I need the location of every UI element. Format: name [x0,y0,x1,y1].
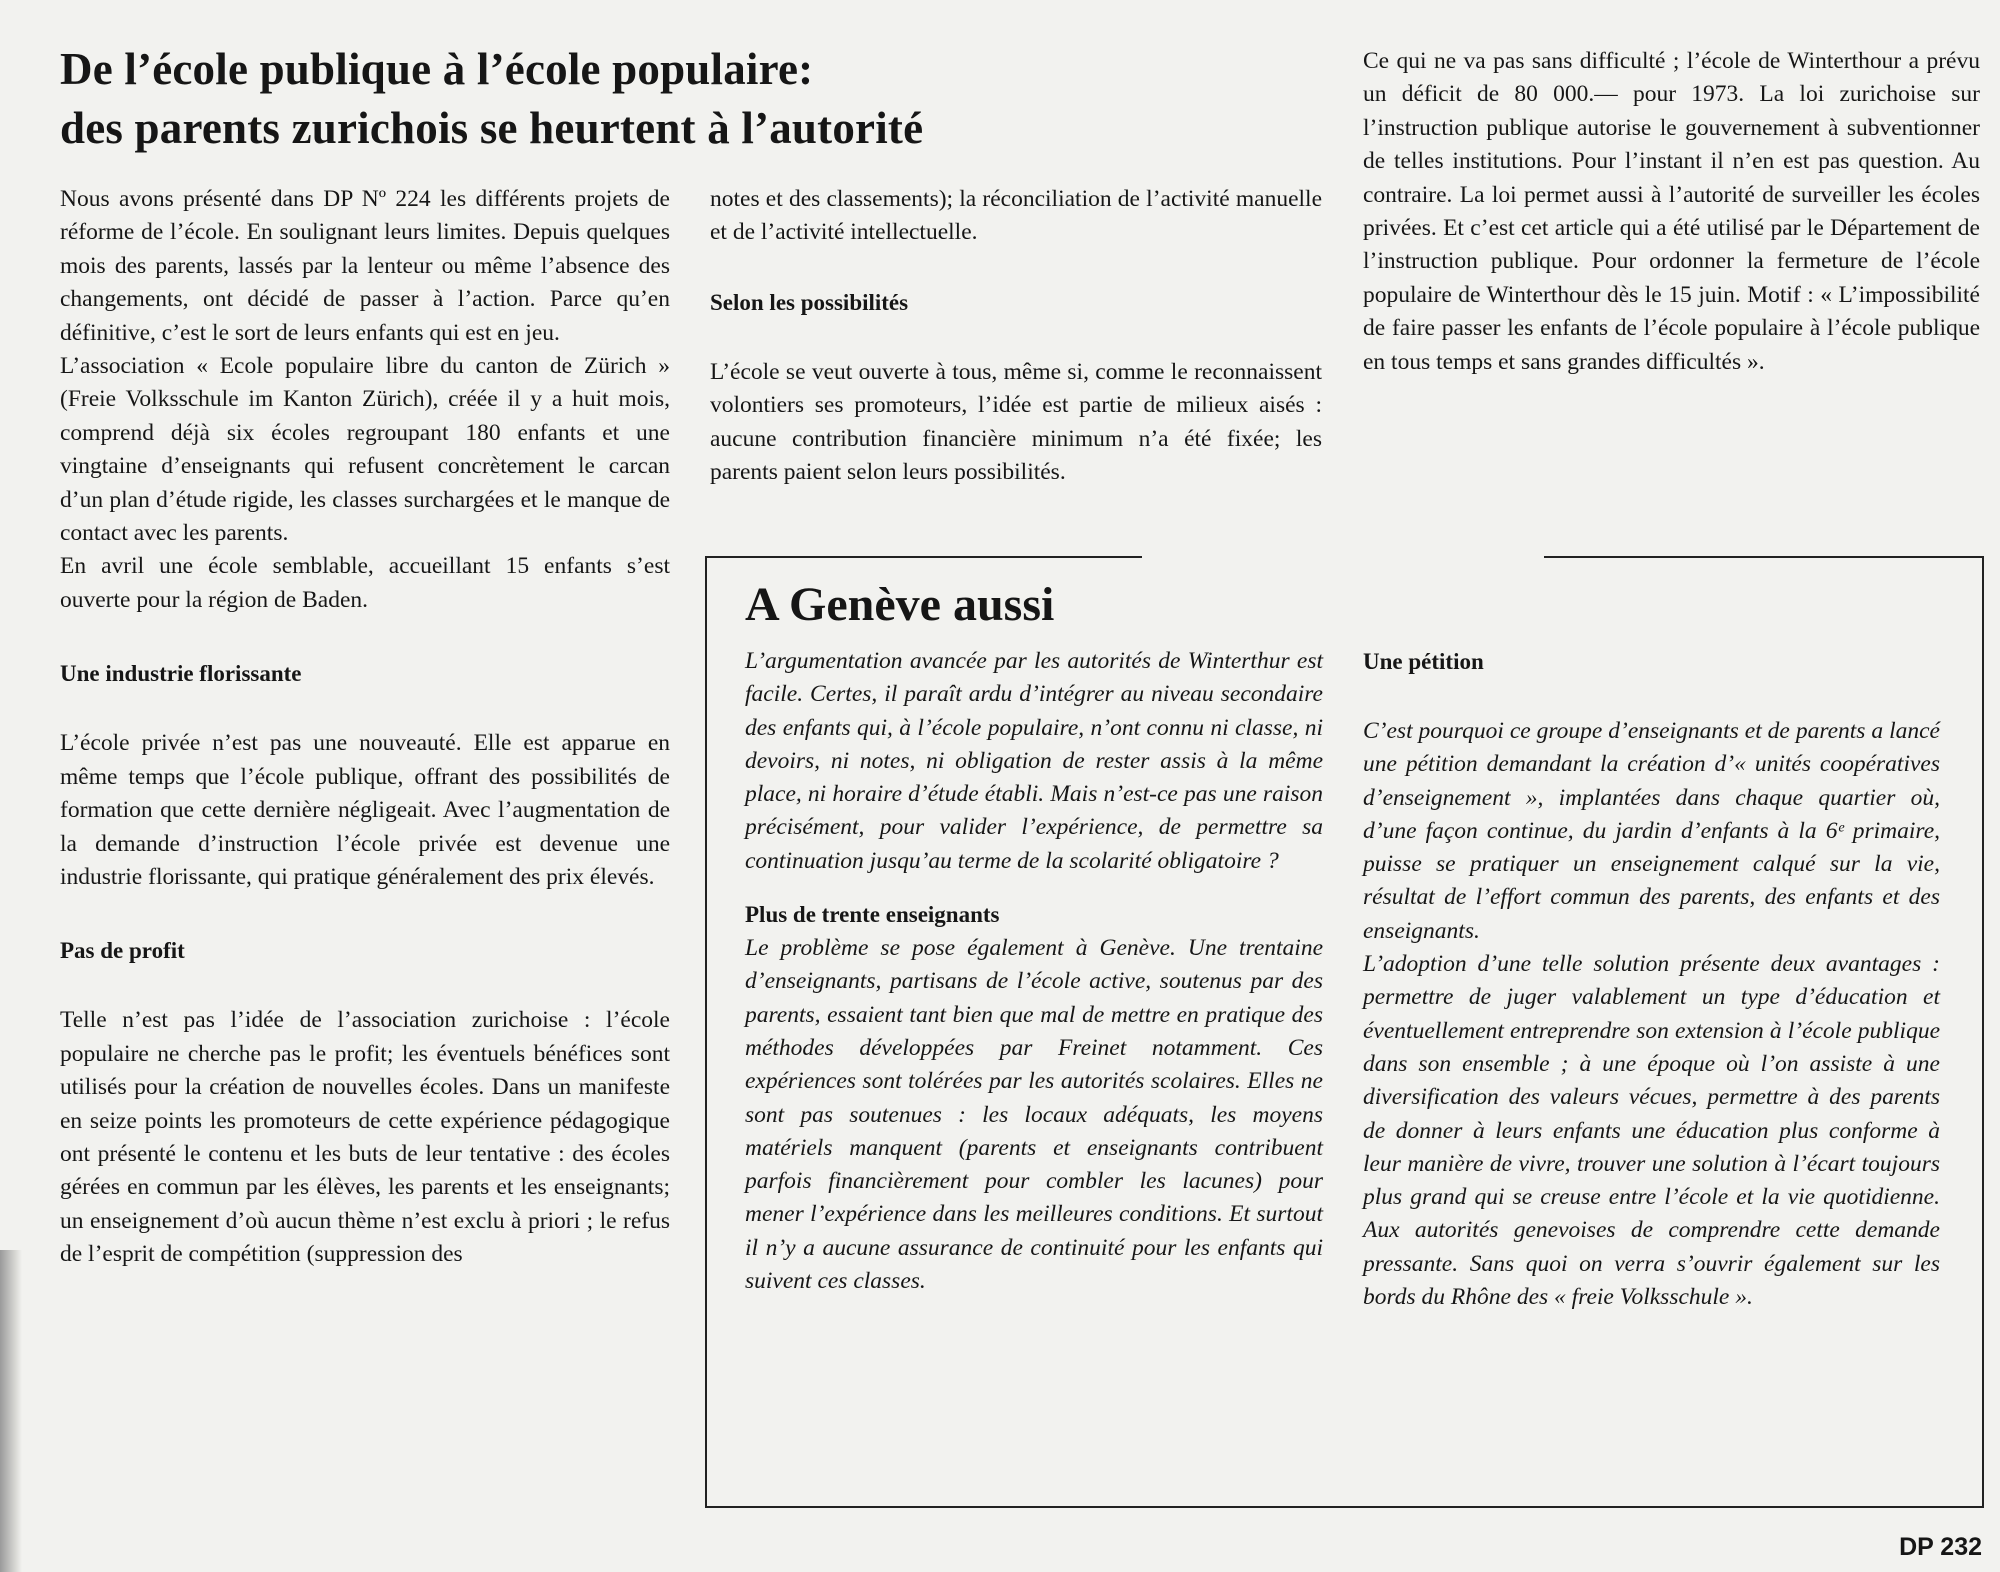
article-title [60,40,1360,158]
box-title: A Genève aussi [745,578,1055,631]
paragraph-geneve: Le problème se pose également à Genève. Une trentaine d’enseignants, partisans de l’école active, soutenus par des parents, essaient tant bien que mal de mettre en pratique des méthodes développées par Freinet notamment. Ces expériences sont tolérées par les autorités scolaires. Elles ne sont pas soutenues : les locaux adéquats, les moyens matériels manquent (parents et enseignants contribuent parfois financièrement pour combler les lacunes) pour mener l’expérience dans les meilleures conditions. Et surtout il n’y a aucune assurance de continuité pour les enfants qui suivent ces classes. [745,935,1323,1295]
paragraph-ouverte: L’école se veut ouverte à tous, même si, comme le reconnaissent volontiers ses promoteurs, l’idée est partie de milieux aisés : aucune contribution financière minimum n’a été fixée; les parents paient selon leurs possibilités. [710,358,1322,486]
heading-enseignants: Plus de trente enseignants [745,902,1000,928]
paragraph-adoption: L’adoption d’une telle solution présente deux avantages : permettre de juger valablement un type d’éducation et éventuellement entreprendre son extension à l’école publique dans son ensemble ; à une époque où l’on assiste à une diversification des valeurs vécues, permettre à des parents de donner à leurs enfants une éducation plus conforme à leur manière de vivre, trouver une solution à l’écart toujours plus grand qui se creuse entre l’école et la vie quotidienne. Aux autorités genevoises de comprendre cette demande pressante. Sans quoi on verra s’ouvrir également sur les bords du Rhône des « freie Volksschule ». [1363,951,1940,1311]
box-top-rule-left [705,556,1142,558]
paragraph-difficulte: Ce qui ne va pas sans difficulté ; l’école de Winterthour a prévu un déficit de 80 000.— pour 1973. La loi zurichoise sur l’instruction publique autorise le gouvernement à subventionner de telles institutions. Pour l’instant il n’en est pas question. Au contraire. La loi permet aussi à l’autorité de surveiller les écoles privées. Et c’est cet article qui a été utilisé par le Département de l’instruction publique. Pour ordonner la fermeture de l’école populaire de Winterthour dès le 15 juin. Motif : « L’impossibilité de faire passer les enfants de l’école populaire à l’école publique en tous temps et sans grandes difficultés ». [1363,48,1980,375]
title-line-2: des parents zurichois se heurtent à l’autorité [60,103,924,153]
article-column-1 [60,183,670,1272]
box-column-2 [1363,645,1940,1314]
heading-petition: Une pétition [1363,649,1484,674]
page-number: DP 232 [1899,1533,1982,1561]
page-edge-shadow [0,1250,22,1572]
paragraph-association-zurichoise: Telle n’est pas l’idée de l’association zurichoise : l’école populaire ne cherche pas le profit; les éventuels bénéfices sont utilisés pour la création de nouvelles écoles. Dans un manifeste en seize points les promoteurs de cette expérience pédagogique ont présenté le contenu et les buts de leur tentative : des écoles gérées en commun par les élèves, les parents et les enseignants; un enseignement d’où aucun thème n’est exclu à priori ; le refus de l’esprit de compétition (suppression des [60,1007,670,1268]
article-column-2 [710,183,1322,489]
box-column-1 [745,645,1323,1298]
heading-possibilites: Selon les possibilités [710,289,909,315]
heading-industrie: Une industrie florissante [60,661,302,687]
title-line-1: De l’école publique à l’école populaire: [60,44,814,94]
heading-profit: Pas de profit [60,938,185,964]
paragraph-ecole-privee: L’école privée n’est pas une nouveauté. Elle est apparue en même temps que l’école publique, offrant des possibilités de formation que cette dernière négligeait. Avec l’augmentation de la demande d’instruction l’école privée est devenue une industrie florissante, qui pratique généralement des prix élevés. [60,730,670,890]
paragraph-reconciliation: notes et des classements); la réconciliation de l’activité manuelle et de l’activité intellectuelle. [710,186,1322,246]
paragraph-argumentation: L’argumentation avancée par les autorités de Winterthur est facile. Certes, il paraît ardu d’intégrer au niveau secondaire des enfants qui, à l’école populaire, n’ont connu ni classe, ni devoirs, ni notes, ni obligation de rester assis à la même place, ni horaire d’étude établi. Mais n’est-ce pas une raison précisément, pour valider l’expérience, de permettre sa continuation jusqu’au terme de la scolarité obligatoire ? [745,648,1323,874]
box-top-rule-right [1544,556,1982,558]
paragraph-intro: Nous avons présenté dans DP Nº 224 les différents projets de réforme de l’école. En soulignant leurs limites. Depuis quelques mois des parents, lassés par la lenteur ou même l’absence des changements, ont décidé de passer à l’action. Parce qu’en définitive, c’est le sort de leurs enfants qui est en jeu. [60,186,670,346]
paragraph-petition: C’est pourquoi ce groupe d’enseignants et de parents a lancé une pétition demandant la création d’« unités coopératives d’enseignement », implantées dans chaque quartier où, d’une façon continue, du jardin d’enfants à la 6ᵉ primaire, puisse se pratiquer un enseignement calqué sur la vie, résultat de l’effort commun des parents, des enfants et des enseignants. [1363,718,1940,944]
paragraph-association: L’association « Ecole populaire libre du canton de Zürich » (Freie Volksschule im Kanton Zürich), créée il y a huit mois, comprend déjà six écoles regroupant 180 enfants et une vingtaine d’enseignants qui refusent concrètement le carcan d’un plan d’étude rigide, les classes surchargées et le manque de contact avec les parents. [60,353,670,547]
paragraph-baden: En avril une école semblable, accueillant 15 enfants s’est ouverte pour la région de Baden. [60,553,670,613]
article-column-3 [1363,45,1980,379]
